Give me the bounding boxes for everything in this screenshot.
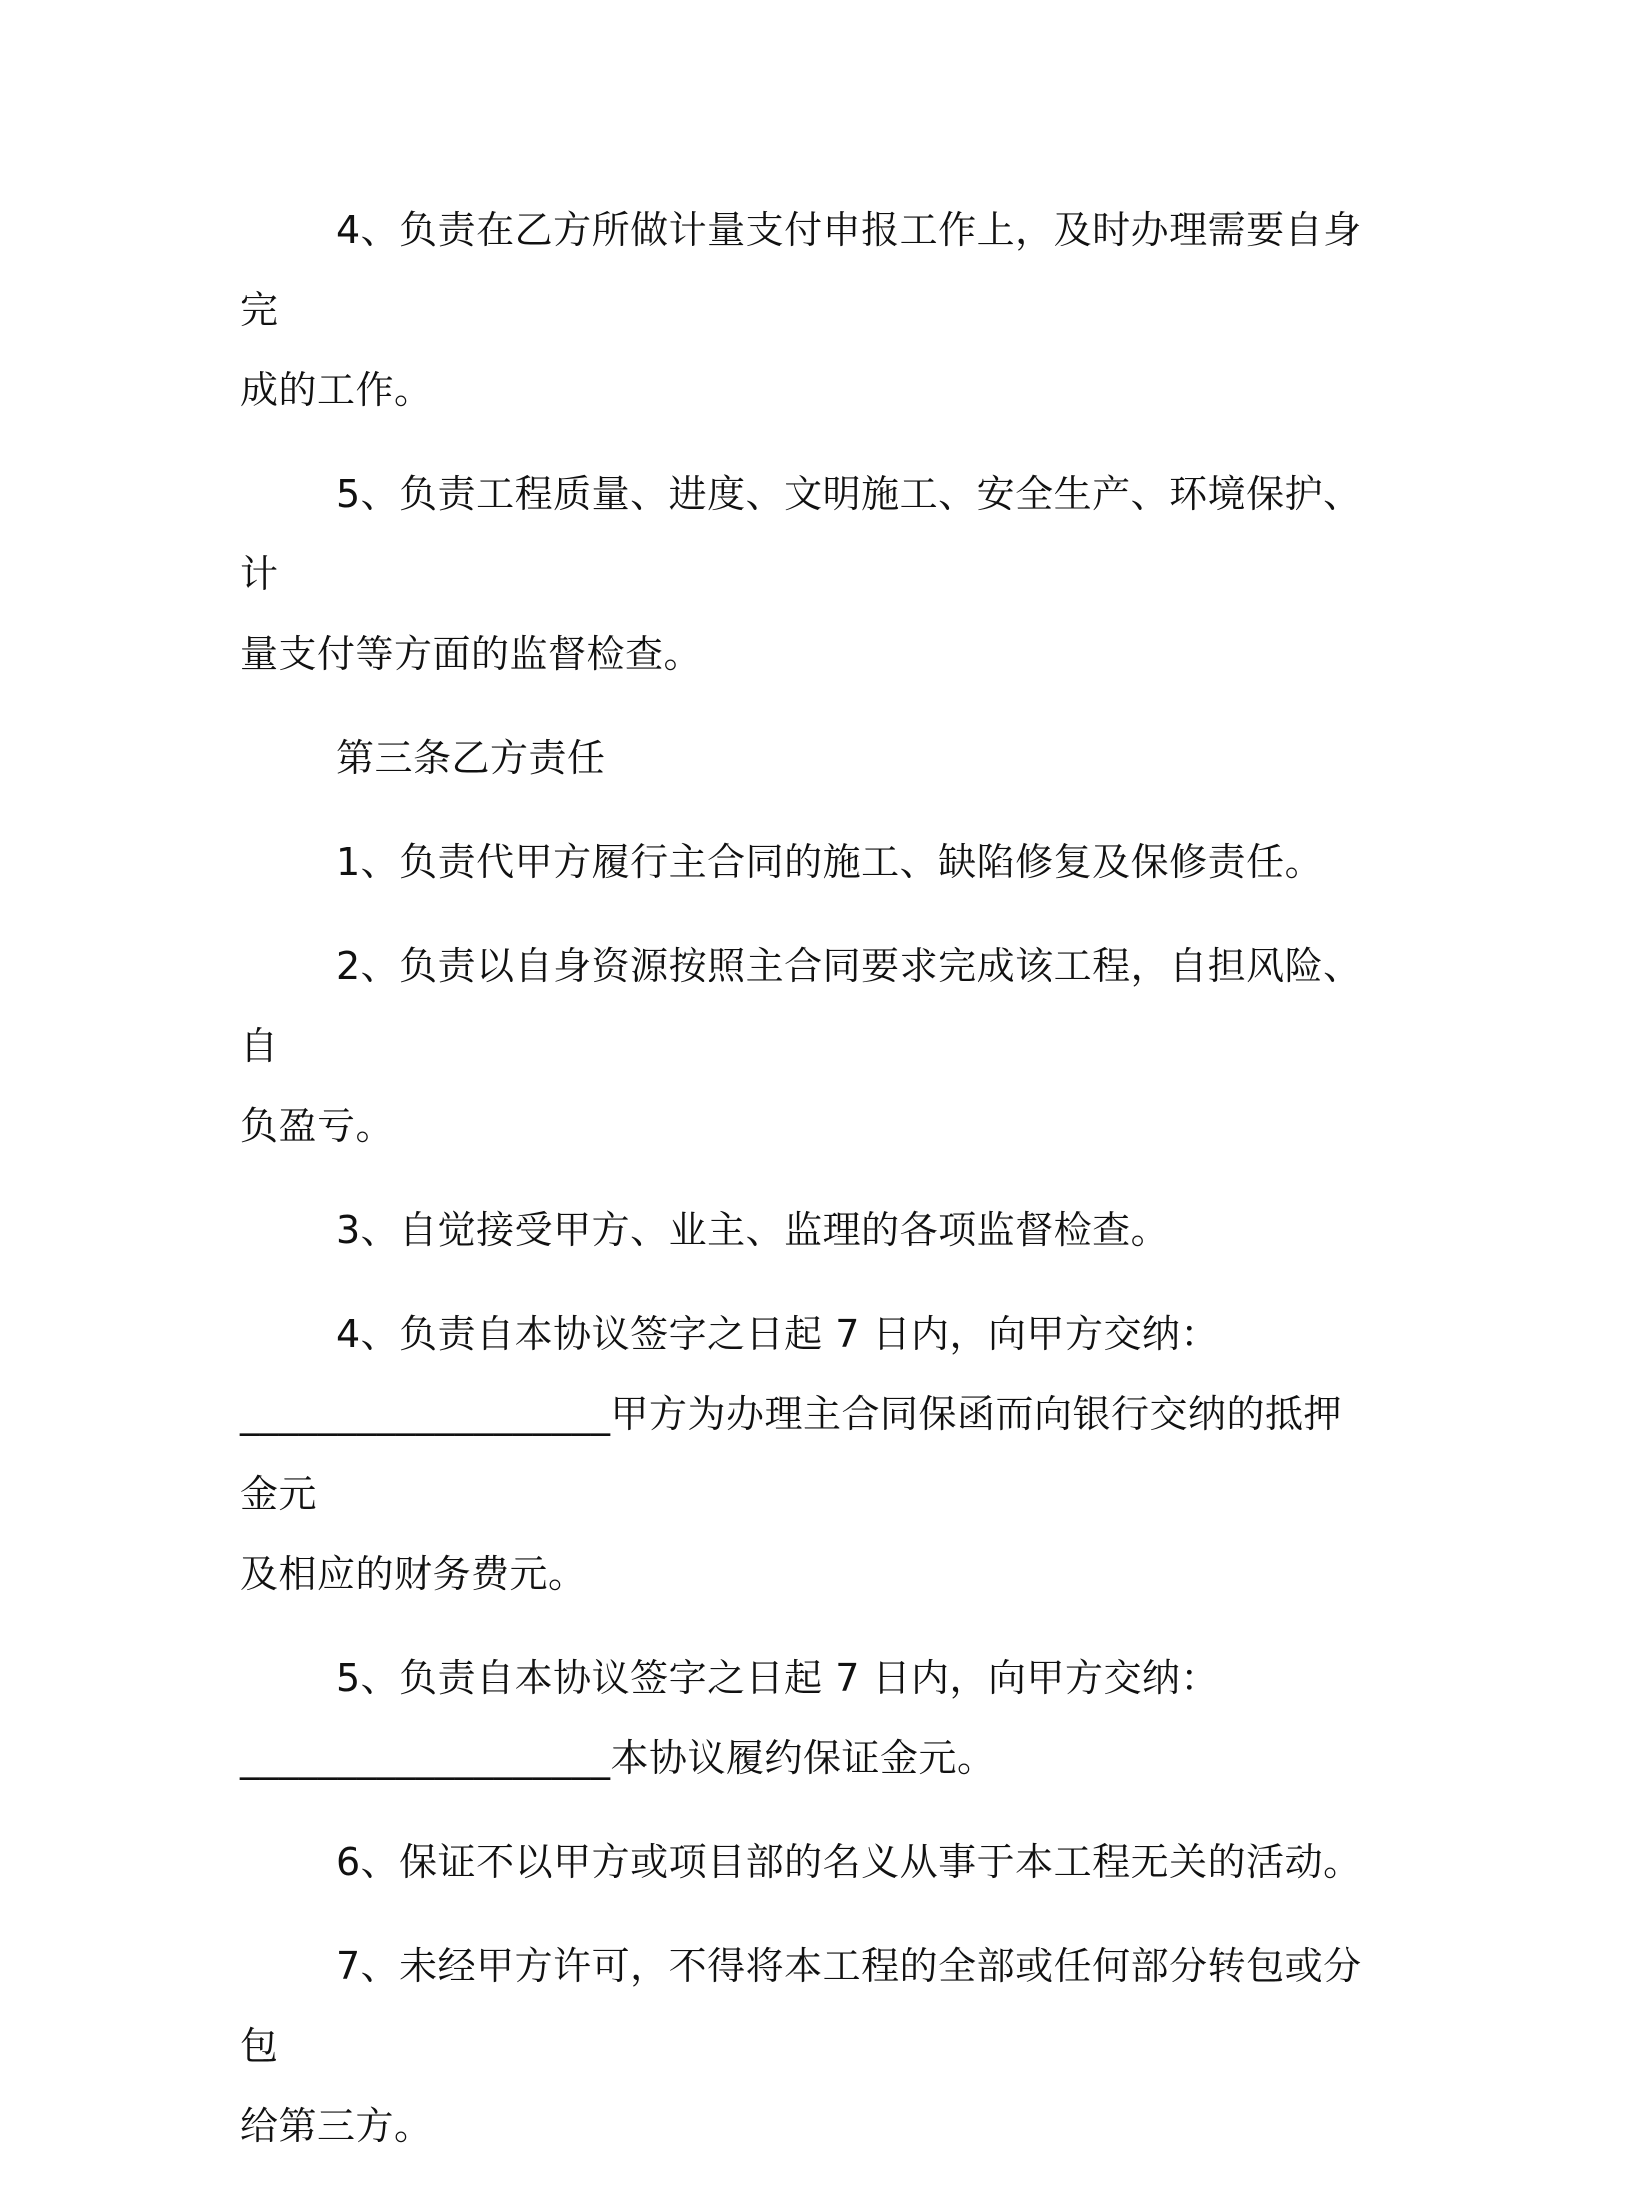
text-line-with-blank: ___________________本协议履约保证金元。	[240, 1736, 996, 1780]
text-line: 量支付等方面的监督检查。	[240, 632, 703, 676]
paragraph-duty-7-party-b	[240, 1926, 1370, 2166]
paragraph-duty-4-party-b	[240, 1294, 1370, 1614]
text-line: 7、未经甲方许可，不得将本工程的全部或任何部分转包或分包	[240, 1944, 1362, 2068]
paragraph-duty-3-party-b	[240, 1190, 1370, 1270]
text-line: 3、自觉接受甲方、业主、监理的各项监督检查。	[336, 1208, 1170, 1252]
text-line: 1、负责代甲方履行主合同的施工、缺陷修复及保修责任。	[336, 840, 1324, 884]
section-heading-article-3	[240, 718, 1370, 798]
paragraph-duty-6-party-b	[240, 1822, 1370, 1902]
paragraph-duty-4-party-a	[240, 190, 1370, 430]
text-line: 6、保证不以甲方或项目部的名义从事于本工程无关的活动。	[336, 1840, 1362, 1884]
text-line: 给第三方。	[240, 2104, 433, 2148]
document-body	[240, 190, 1370, 2190]
paragraph-duty-5-party-a	[240, 454, 1370, 694]
text-line: 4、负责自本协议签字之日起 7 日内，向甲方交纳：	[336, 1312, 1220, 1356]
paragraph-duty-2-party-b	[240, 926, 1370, 1166]
text-line: 及相应的财务费元。	[240, 1552, 587, 1596]
heading-text: 第三条乙方责任	[336, 736, 606, 780]
text-line: 5、负责自本协议签字之日起 7 日内，向甲方交纳：	[336, 1656, 1220, 1700]
text-line: 4、负责在乙方所做计量支付申报工作上，及时办理需要自身完	[240, 208, 1362, 332]
paragraph-duty-5-party-b	[240, 1638, 1370, 1798]
text-line: 5、负责工程质量、进度、文明施工、安全生产、环境保护、计	[240, 472, 1362, 596]
paragraph-duty-1-party-b	[240, 822, 1370, 902]
text-line: 2、负责以自身资源按照主合同要求完成该工程，自担风险、自	[240, 944, 1362, 1068]
text-line-with-blank: ___________________甲方为办理主合同保函而向银行交纳的抵押金元	[240, 1392, 1343, 1516]
text-line: 负盈亏。	[240, 1104, 395, 1148]
text-line: 成的工作。	[240, 368, 433, 412]
